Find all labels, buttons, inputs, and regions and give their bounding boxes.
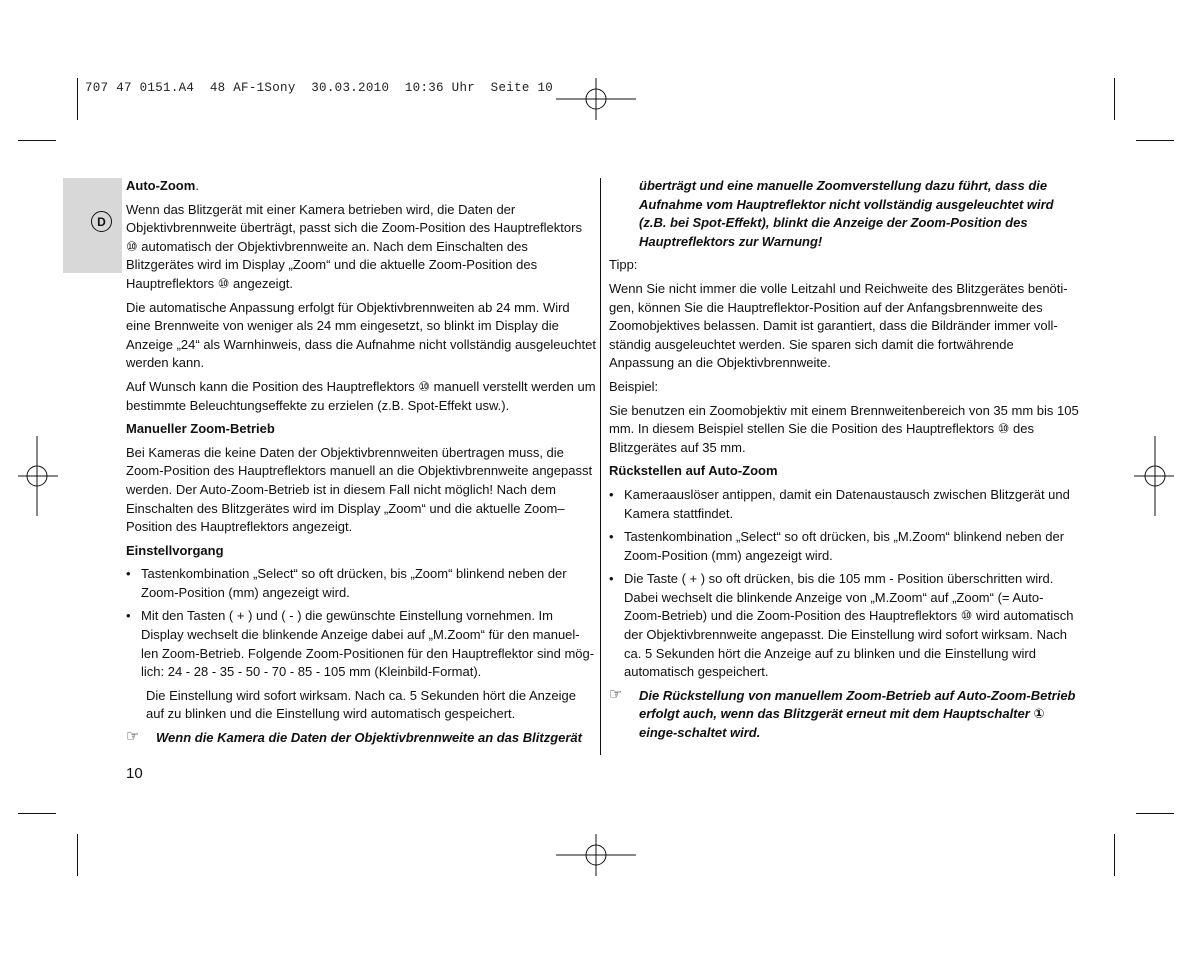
paragraph: Wenn Sie nicht immer die volle Leitzahl und Reichweite des Blitzgerätes benöti-gen, können Sie die Hauptreflektor-Position auf der Anfangsbrennweite des Zoomobjektives belassen. Damit ist garantiert, dass die Bildränder immer voll-ständig ausgeleuchtet werden. Sie sparen sich damit die fortwährende Anpassung an die Objektivbrennweite.	[609, 280, 1068, 371]
list-item: • Kameraauslöser antippen, damit ein Datenaustausch zwischen Blitzgerät und Kamera stattfindet.	[609, 486, 1070, 521]
crop-mark	[77, 834, 78, 876]
crop-mark	[1136, 140, 1174, 141]
note: ☞ Die Rückstellung von manuellem Zoom-Betrieb auf Auto-Zoom-Betrieb erfolgt auch, wenn das Blitzgerät erneut mit dem Hauptschalter ① einge-schaltet wird.	[609, 685, 1076, 741]
note: ☞ Wenn die Kamera die Daten der Objektivbrennweite an das Blitzgerät	[126, 728, 582, 746]
right-column	[609, 177, 1079, 748]
paragraph: Bei Kameras die keine Daten der Objektivbrennweiten übertragen muss, die Zoom-Position des Hauptreflektors manuell an die Objektivbrennweite angepasst werden. Der Auto-Zoom-Betrieb ist in diesem Fall nicht möglich! Nach dem Einschalten des Blitzgerätes wird im Display „Zoom“ und die aktuelle Zoom–Position des Hauptreflektors angezeigt.	[126, 444, 593, 535]
print-header: 707 47 0151.A4 48 AF-1Sony 30.03.2010 10:36 Uhr Seite 10	[85, 81, 554, 95]
paragraph: Die automatische Anpassung erfolgt für Objektivbrennweiten ab 24 mm. Wird eine Brennweite von weniger als 24 mm eingesetzt, so blinkt im Display die Anzeige „24“ als Warnhinweis, dass die Aufnahme nicht vollständig ausgeleuchtet werden kann.	[126, 299, 596, 371]
crop-mark	[1114, 78, 1115, 120]
crop-mark	[77, 78, 78, 120]
list-item: • Die Taste ( + ) so oft drücken, bis die 105 mm - Position überschritten wird. Dabei wechselt die blinkende Anzeige von „M.Zoom“ auf „Zoom“ (= Auto-Zoom-Betrieb) und die Zoom-Position des Hauptreflektors ⑩ wird automatisch der Objektivbrennweite angepasst. Die Einstellung wird sofort wirksam. Nach ca. 5 Sekunden hört die Anzeige auf zu blinken und die Einstellung wird automatisch gespeichert.	[609, 571, 1074, 680]
registration-mark-right	[1134, 436, 1174, 516]
heading-reset-auto-zoom: Rückstellen auf Auto-Zoom	[609, 463, 778, 479]
bullet-icon: •	[609, 486, 614, 502]
bullet-icon: •	[609, 529, 614, 545]
list-item: • Tastenkombination „Select“ so oft drücken, bis „Zoom“ blinkend neben der Zoom-Position (mm) angezeigt wird.	[126, 566, 567, 600]
registration-mark-left	[18, 436, 58, 516]
paragraph: Die Einstellung wird sofort wirksam. Nach ca. 5 Sekunden hört die Anzeige auf zu blinken und die Einstellung wird automatisch gespeichert.	[146, 687, 576, 722]
crop-mark	[18, 813, 56, 814]
bullet-icon: •	[126, 608, 131, 624]
note-continuation: überträgt und eine manuelle Zoomverstellung dazu führt, dass die Aufnahme vom Hauptreflektor nicht vollständig ausgeleuchtet wird (z.B. bei Spot-Effekt), blinkt die Anzeige der Zoom-Position des Hauptreflektors zur Warnung!	[639, 178, 1054, 249]
heading-auto-zoom: Auto-Zoom.	[126, 178, 199, 193]
crop-mark	[1114, 834, 1115, 876]
heading-setup-procedure: Einstellvorgang	[126, 542, 224, 558]
list-item: • Mit den Tasten ( + ) und ( - ) die gewünschte Einstellung vornehmen. Im Display wechselt die blinkende Anzeige dabei auf „M.Zoom“ für den manuel-len Zoom-Betrieb. Folgende Zoom-Positionen für den Hauptreflektor sind mög-lich: 24 - 28 - 35 - 50 - 70 - 85 - 105 mm (Kleinbild-Format).	[126, 608, 595, 680]
column-divider	[600, 178, 601, 755]
registration-mark-top	[556, 78, 636, 120]
crop-mark	[1136, 813, 1174, 814]
pointing-hand-icon: ☞	[126, 728, 140, 746]
left-column	[126, 177, 596, 753]
pointing-hand-icon: ☞	[609, 685, 623, 703]
paragraph: Sie benutzen ein Zoomobjektiv mit einem Brennweitenbereich von 35 mm bis 105 mm. In diesem Beispiel stellen Sie die Position des Hauptreflektors ⑩ des Blitzgerätes auf 35 mm.	[609, 402, 1079, 455]
page-number: 10	[126, 765, 143, 782]
list-item: • Tastenkombination „Select“ so oft drücken, bis „M.Zoom“ blinkend neben der Zoom-Position (mm) angezeigt wird.	[609, 529, 1065, 563]
paragraph: Auf Wunsch kann die Position des Hauptreflektors ⑩ manuell verstellt werden um bestimmte Beleuchtungseffekte zu erzielen (z.B. Spot-Effekt usw.).	[126, 378, 596, 413]
paragraph: Wenn das Blitzgerät mit einer Kamera betrieben wird, die Daten der Objektivbrennweite überträgt, passt sich die Zoom-Position des Hauptreflektors ⑩ automatisch der Objektivbrennweite an. Nach dem Einschalten des Blitzgerätes wird im Display „Zoom“ und die aktuelle Zoom-Position des Hauptreflektors ⑩ angezeigt.	[126, 201, 582, 291]
bullet-icon: •	[609, 571, 614, 587]
label-tipp: Tipp:	[609, 257, 638, 273]
heading-manual-zoom: Manueller Zoom-Betrieb	[126, 421, 275, 437]
crop-mark	[18, 140, 56, 141]
label-beispiel: Beispiel:	[609, 378, 659, 394]
registration-mark-bottom	[556, 834, 636, 876]
language-badge: D	[91, 211, 112, 232]
bullet-icon: •	[126, 566, 131, 582]
